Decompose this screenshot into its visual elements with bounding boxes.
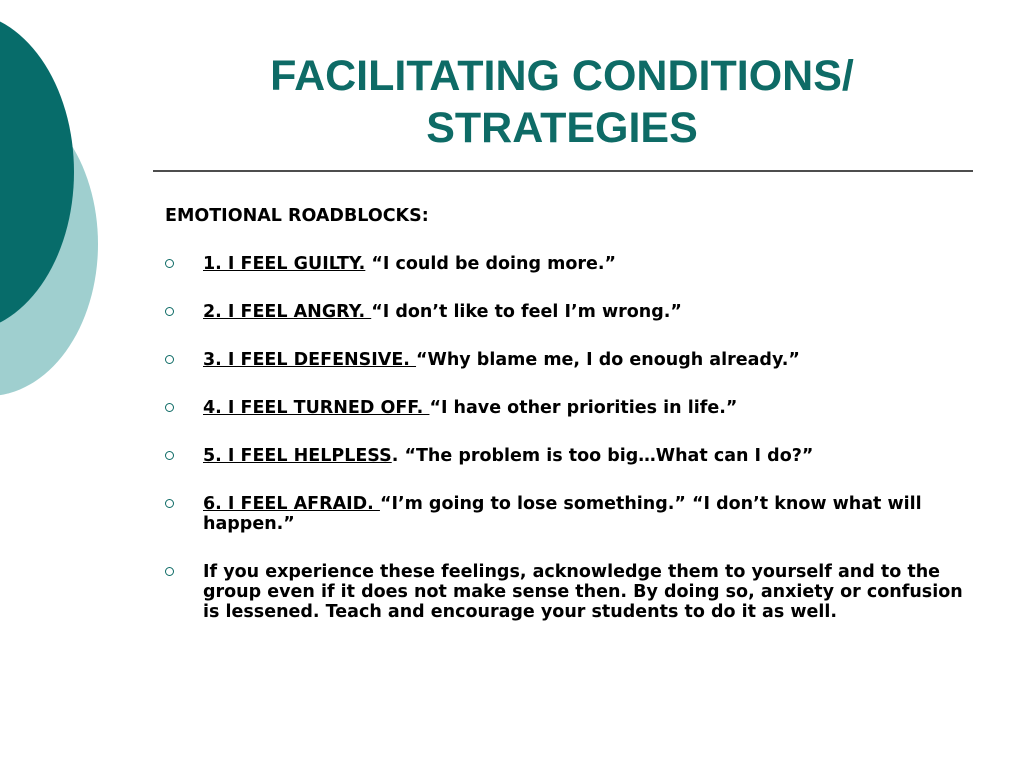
item-text: . “The problem is too big…What can I do?” — [391, 446, 814, 466]
circle-bullet-icon — [165, 567, 174, 576]
item-text: “Why blame me, I do enough already.” — [416, 350, 800, 370]
item-text: “I have other priorities in life.” — [429, 398, 738, 418]
list-item — [165, 562, 975, 622]
slide-body — [165, 206, 975, 650]
list-item — [165, 302, 975, 322]
title-divider — [153, 170, 973, 172]
item-label: 5. I FEEL HELPLESS — [203, 446, 392, 466]
item-label: 6. I FEEL AFRAID. — [203, 494, 380, 514]
list-item — [165, 446, 975, 466]
circle-bullet-icon — [165, 451, 174, 460]
item-text: “I don’t like to feel I’m wrong.” — [371, 302, 682, 322]
item-label: 1. I FEEL GUILTY. — [203, 254, 366, 274]
list-item — [165, 254, 975, 274]
slide-title — [150, 50, 974, 154]
circle-bullet-icon — [165, 355, 174, 364]
list-item — [165, 398, 975, 418]
circle-bullet-icon — [165, 499, 174, 508]
roadblock-list — [165, 254, 975, 622]
item-label: 2. I FEEL ANGRY. — [203, 302, 372, 322]
item-text: If you experience these feelings, acknowledge them to yourself and to the group even if it does not make sense then. By doing so, anxiety or confusion is lessened. Teach and encourage your students to do it as well. — [203, 562, 963, 622]
item-label: 4. I FEEL TURNED OFF. — [203, 398, 430, 418]
list-item — [165, 494, 975, 534]
section-heading: EMOTIONAL ROADBLOCKS: — [165, 206, 429, 226]
circle-bullet-icon — [165, 403, 174, 412]
item-text: “I’m going to lose something.” “I don’t know what will happen.” — [203, 494, 922, 534]
title-line-2: STRATEGIES — [426, 104, 698, 152]
circle-bullet-icon — [165, 259, 174, 268]
item-text: “I could be doing more.” — [365, 254, 617, 274]
list-item — [165, 350, 975, 370]
title-line-1: FACILITATING CONDITIONS/ — [270, 52, 854, 100]
item-label: 3. I FEEL DEFENSIVE. — [203, 350, 417, 370]
circle-bullet-icon — [165, 307, 174, 316]
